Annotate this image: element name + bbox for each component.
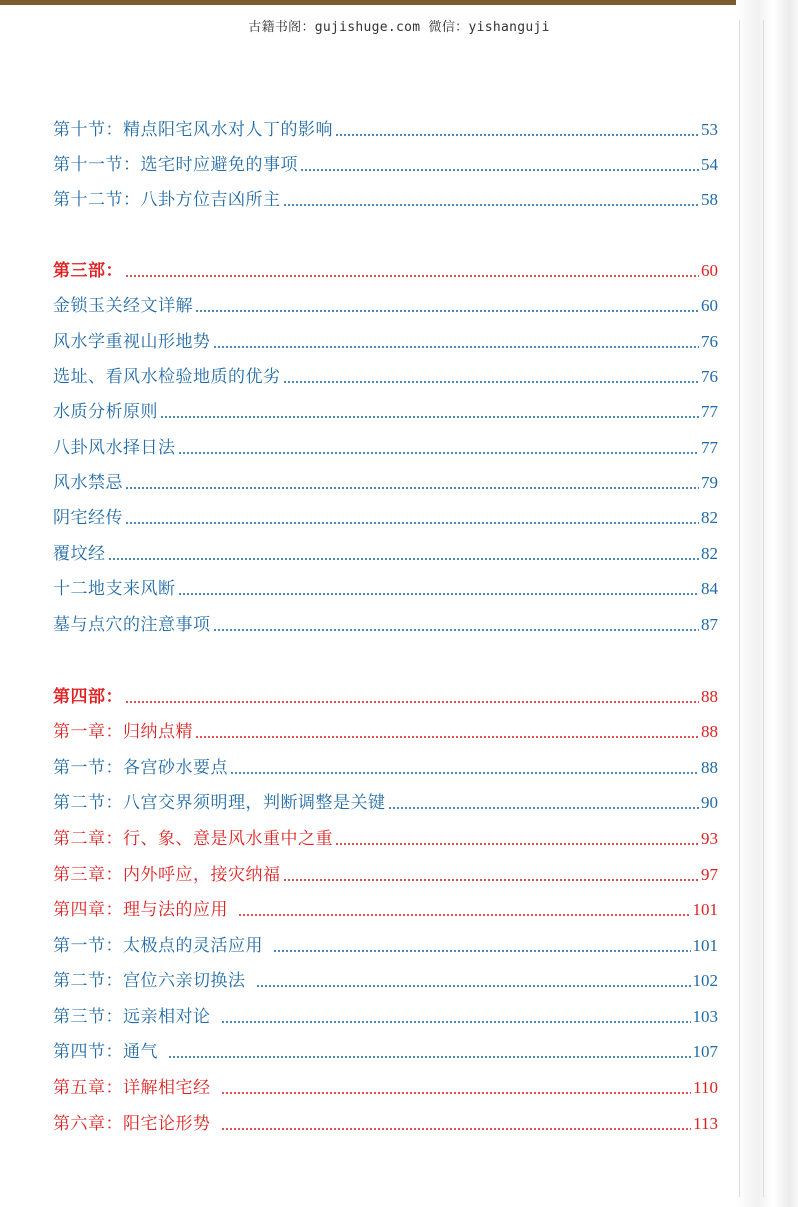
toc-entry-title: 第三部： [53,261,123,281]
toc-entry[interactable] [53,294,718,318]
toc-entry[interactable] [53,863,718,887]
toc-entry-title: 第四部： [53,687,123,707]
toc-entry-page-number: 88 [701,758,718,777]
toc-entry-title: 第一章：归纳点精 [53,722,193,742]
dot-leader [213,346,700,348]
toc-entry-page-number: 90 [701,793,718,812]
dot-leader [283,381,700,383]
toc-entry[interactable] [53,613,718,637]
dot-leader [221,1021,691,1023]
toc-entry-title: 第六章：阳宅论形势 [53,1114,211,1134]
toc-entry-page-number: 76 [701,367,718,386]
toc-entry[interactable] [53,436,718,460]
toc-entry-page-number: 76 [701,332,718,351]
toc-entry[interactable] [53,471,718,495]
dot-leader [125,522,699,524]
dot-leader [388,807,700,809]
toc-entry-page-number: 58 [701,190,718,209]
dot-leader [238,914,691,916]
toc-entry[interactable] [53,330,718,354]
toc-entry[interactable] [53,1112,718,1136]
dot-leader [221,1092,692,1094]
toc-entry[interactable] [53,827,718,851]
toc-entry-title: 第三章：内外呼应，接灾纳福 [53,865,281,885]
toc-entry-title: 墓与点穴的注意事项 [53,615,211,635]
toc-entry-title: 覆坟经 [53,544,106,564]
toc-entry-title: 第十节：精点阳宅风水对人丁的影响 [53,120,333,140]
dot-leader [178,593,700,595]
dot-leader [230,772,699,774]
toc-entry-page-number: 77 [701,402,718,421]
toc-entry-page-number: 113 [693,1114,718,1133]
toc-entry-page-number: 97 [701,865,718,884]
toc-entry-title: 第四章：理与法的应用 [53,900,228,920]
toc-entry-page-number: 60 [701,261,718,280]
toc-entry-title: 水质分析原则 [53,402,158,422]
toc-entry-title: 第一节：各宫砂水要点 [53,758,228,778]
toc-entry[interactable] [53,1005,718,1029]
toc-entry-page-number: 102 [692,971,718,990]
toc-entry-page-number: 82 [701,544,718,563]
toc-entry-page-number: 110 [693,1078,718,1097]
toc-entry[interactable] [53,969,718,993]
dot-leader [160,416,699,418]
dot-leader [125,487,699,489]
dot-leader [125,275,699,277]
toc-entry-title: 风水禁忌 [53,473,123,493]
toc-entry[interactable] [53,1076,718,1100]
toc-entry[interactable] [53,1040,718,1064]
dot-leader [195,310,699,312]
toc-entry[interactable] [53,934,718,958]
toc-entry-page-number: 87 [701,615,718,634]
toc-entry[interactable] [53,259,718,283]
dot-leader [256,985,691,987]
toc-entry-page-number: 101 [692,900,718,919]
watermark-text: 古籍书阁：gujishuge.com 微信：yishanguji [248,20,550,35]
toc-entry-page-number: 103 [692,1007,718,1026]
dot-leader [300,169,699,171]
toc-entry-page-number: 88 [701,687,718,706]
toc-entry[interactable] [53,400,718,424]
toc-entry-title: 第三节：远亲相对论 [53,1007,211,1027]
dot-leader [335,843,699,845]
dot-leader [283,204,700,206]
toc-entry[interactable] [53,153,718,177]
toc-entry-page-number: 93 [701,829,718,848]
toc-entry-title: 八卦风水择日法 [53,438,176,458]
toc-entry-page-number: 60 [701,296,718,315]
toc-entry[interactable] [53,791,718,815]
toc-entry[interactable] [53,685,718,709]
toc-entry[interactable] [53,577,718,601]
toc-entry-title: 第四节：通气 [53,1042,158,1062]
top-border-rule [0,0,798,5]
toc-entry-title: 第一节：太极点的灵活应用 [53,936,263,956]
toc-entry-page-number: 53 [701,120,718,139]
toc-entry-title: 第五章：详解相宅经 [53,1078,211,1098]
dot-leader [195,736,699,738]
toc-entry-title: 第二章：行、象、意是风水重中之重 [53,829,333,849]
toc-entry-page-number: 54 [701,155,718,174]
toc-entry-title: 第二节：宫位六亲切换法 [53,971,246,991]
toc-entry[interactable] [53,542,718,566]
toc-entry[interactable] [53,365,718,389]
toc-entry-title: 金锁玉关经文详解 [53,296,193,316]
dot-leader [335,134,699,136]
toc-entry[interactable] [53,720,718,744]
page-edge-line [739,20,740,1197]
dot-leader [168,1056,691,1058]
toc-entry-page-number: 84 [701,579,718,598]
page-edge-line [763,20,764,1197]
toc-entry-page-number: 82 [701,508,718,527]
toc-entry[interactable] [53,898,718,922]
toc-entry[interactable] [53,188,718,212]
toc-entry[interactable] [53,756,718,780]
toc-entry-title: 第二节：八宫交界须明理，判断调整是关键 [53,793,386,813]
toc-entry-title: 风水学重视山形地势 [53,332,211,352]
dot-leader [221,1128,692,1130]
toc-entry-title: 第十一节：选宅时应避免的事项 [53,155,298,175]
toc-entry-page-number: 77 [701,438,718,457]
dot-leader [213,629,700,631]
dot-leader [273,950,691,952]
toc-entry-title: 十二地支来风断 [53,579,176,599]
toc-entry-page-number: 88 [701,722,718,741]
toc-entry-title: 选址、看风水检验地质的优劣 [53,367,281,387]
dot-leader [178,452,700,454]
page-edge-shadow [736,0,798,1207]
toc-entry-title: 阴宅经传 [53,508,123,528]
dot-leader [108,558,700,560]
toc-entry-title: 第十二节：八卦方位吉凶所主 [53,190,281,210]
dot-leader [283,879,700,881]
toc-entry[interactable] [53,118,718,142]
dot-leader [125,701,699,703]
toc-entry-page-number: 101 [692,936,718,955]
toc-entry[interactable] [53,506,718,530]
toc-entry-page-number: 79 [701,473,718,492]
toc-entry-page-number: 107 [692,1042,718,1061]
